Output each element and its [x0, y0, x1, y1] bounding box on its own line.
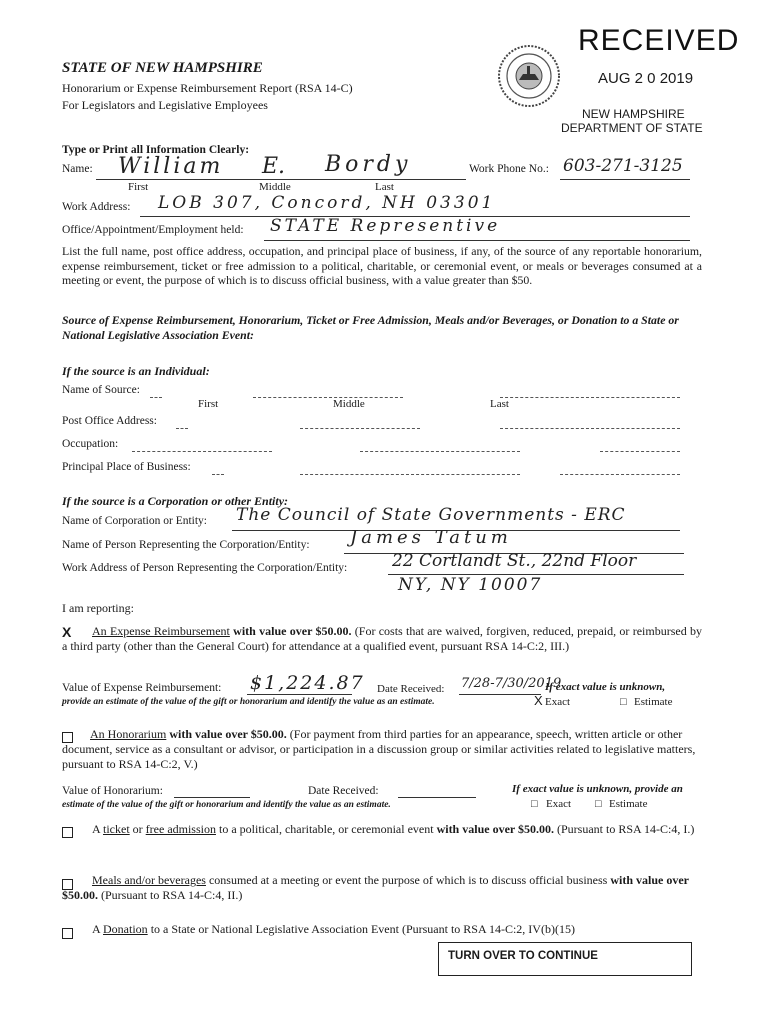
donation-paragraph	[62, 922, 702, 937]
turn-over-label: TURN OVER TO CONTINUE	[448, 950, 598, 962]
ticket-or: or	[129, 822, 146, 836]
occupation-label: Occupation:	[62, 438, 119, 450]
expense-checkbox[interactable]: X	[62, 624, 72, 640]
honorarium-value-label: Value of Honorarium:	[62, 785, 163, 797]
ticket-title: ticket	[103, 822, 130, 836]
expense-estimate-check[interactable]: □	[620, 696, 627, 708]
name-last-value[interactable]: Bordy	[325, 152, 412, 177]
principal-business-label: Principal Place of Business:	[62, 461, 191, 473]
honorarium-estimate-note2: estimate of the value of the gift or honorarium and identify the value as an estimate.	[62, 800, 391, 810]
work-phone-value[interactable]: 603-271-3125	[563, 156, 683, 176]
meals-text: consumed at a meeting or event the purpose of which is to discuss official business	[205, 873, 611, 887]
ticket-title2: free admission	[145, 822, 216, 836]
source-name-label: Name of Source:	[62, 384, 140, 396]
honorarium-bold: with value over $50.00.	[166, 727, 287, 741]
source-middle-caption: Middle	[333, 398, 365, 410]
individual-heading: If the source is an Individual:	[62, 364, 210, 378]
expense-date-label: Date Received:	[377, 683, 445, 695]
honorarium-estimate-label: Estimate	[609, 798, 648, 810]
expense-estimate-label: Estimate	[634, 696, 673, 708]
corporation-person-label: Name of Person Representing the Corporation/Entity:	[62, 539, 310, 551]
meals-title: Meals and/or beverages	[92, 873, 206, 887]
po-address-label: Post Office Address:	[62, 415, 157, 427]
ticket-bold: with value over $50.00.	[436, 822, 555, 836]
meals-paragraph	[62, 873, 702, 903]
name-first-caption: First	[128, 181, 149, 193]
donation-prefix: A	[92, 922, 104, 936]
donation-text: to a State or National Legislative Association Event (Pursuant to RSA 14-C:2, IV(b)(15)	[147, 922, 575, 936]
office-value[interactable]: STATE Representive	[270, 216, 501, 236]
meals-bold: with value over $50.00.	[62, 873, 689, 902]
name-middle-caption: Middle	[259, 181, 291, 193]
source-first-caption: First	[198, 398, 219, 410]
ticket-paragraph	[62, 822, 702, 837]
meals-suffix: (Pursuant to RSA 14-C:4, II.)	[98, 888, 243, 902]
honorarium-exact-label: Exact	[546, 798, 572, 810]
corporation-heading: If the source is a Corporation or other Entity:	[62, 494, 289, 508]
turn-over-box	[438, 942, 692, 976]
stamp-date: AUG 2 0 2019	[598, 70, 694, 87]
instructions-heading: Type or Print all Information Clearly:	[62, 144, 250, 156]
name-last-caption: Last	[375, 181, 394, 193]
source-last-caption: Last	[490, 398, 509, 410]
expense-title: An Expense Reimbursement	[92, 624, 230, 638]
corporation-name-value[interactable]: The Council of State Governments - ERC	[236, 505, 626, 525]
corporation-address-value1[interactable]: 22 Cortlandt St., 22nd Floor	[392, 551, 637, 571]
expense-paragraph	[62, 624, 702, 654]
source-heading: Source of Expense Reimbursement, Honorarium, Ticket or Free Admission, Meals and/or Beverages, or Donation to a State or National Legislative Association Event:	[62, 313, 679, 342]
honorarium-estimate-check[interactable]: □	[595, 798, 602, 810]
office-label: Office/Appointment/Employment held:	[62, 224, 244, 236]
form-subtitle: For Legislators and Legislative Employees	[62, 98, 268, 112]
work-phone-label: Work Phone No.:	[469, 163, 549, 175]
expense-date-value[interactable]: 7/28-7/30/2019	[461, 676, 562, 691]
expense-value-label: Value of Expense Reimbursement:	[62, 682, 222, 694]
name-label: Name:	[62, 163, 93, 175]
instructions-paragraph: List the full name, post office address, occupation, and principal place of business, if any, of the source of any reportable honorarium, expense reimbursement, ticket or free admission to a political, charitable, or ceremonial event, or meals or beverages consumed at a meeting or event, the purpose of which is to discuss official business, with a value greater than $50.	[62, 244, 702, 287]
expense-exact-label: Exact	[545, 696, 571, 708]
honorarium-date-label: Date Received:	[308, 785, 379, 797]
ticket-prefix: A	[92, 822, 104, 836]
work-address-value[interactable]: LOB 307, Concord, NH 03301	[158, 193, 496, 213]
expense-bold: with value over $50.00.	[229, 624, 352, 638]
corporation-name-label: Name of Corporation or Entity:	[62, 515, 207, 527]
form-title: Honorarium or Expense Reimbursement Report (RSA 14-C)	[62, 81, 353, 95]
name-middle-value[interactable]: E.	[262, 154, 286, 179]
work-address-label: Work Address:	[62, 201, 131, 213]
expense-text: (For costs that are waived, forgiven, reduced, prepaid, or reimbursed by a third party (other than the General Court) for attendance at a qualified event, pursuant RSA 14-C:2, III.)	[62, 624, 702, 653]
stamp-received: RECEIVED	[578, 24, 740, 57]
honorarium-paragraph	[62, 727, 702, 772]
ticket-suffix: (Pursuant to RSA 14-C:4, I.)	[554, 822, 695, 836]
expense-exact-check[interactable]: X	[534, 693, 543, 708]
honorarium-estimate-note1: If exact value is unknown, provide an	[512, 783, 683, 795]
corporation-address-label: Work Address of Person Representing the Corporation/Entity:	[62, 562, 348, 574]
stamp-dept-line1: NEW HAMPSHIRE	[582, 107, 685, 121]
honorarium-exact-check[interactable]: □	[531, 798, 538, 810]
expense-value[interactable]: $1,224.87	[250, 672, 365, 694]
expense-estimate-note1: If exact value is unknown,	[545, 681, 666, 693]
corporation-address-value2[interactable]: NY, NY 10007	[398, 575, 543, 595]
state-title: STATE OF NEW HAMPSHIRE	[62, 60, 263, 76]
honorarium-title: An Honorarium	[90, 727, 167, 741]
state-seal	[497, 44, 561, 108]
reporting-label: I am reporting:	[62, 601, 134, 615]
stamp-dept-line2: DEPARTMENT OF STATE	[561, 121, 703, 135]
donation-title: Donation	[103, 922, 148, 936]
honorarium-text: (For payment from third parties for an appearance, speech, written article or other document, service as a consultant or advisor, or participation in a discussion group or similar activities related to legislative matters, pursuant to RSA 14-C:2, V.)	[62, 727, 696, 771]
expense-estimate-note2: provide an estimate of the value of the gift or honorarium and identify the value as an estimate.	[62, 697, 435, 707]
corporation-person-value[interactable]: James Tatum	[350, 527, 512, 548]
name-first-value[interactable]: William	[118, 154, 224, 179]
ticket-text: to a political, charitable, or ceremonial event	[215, 822, 437, 836]
